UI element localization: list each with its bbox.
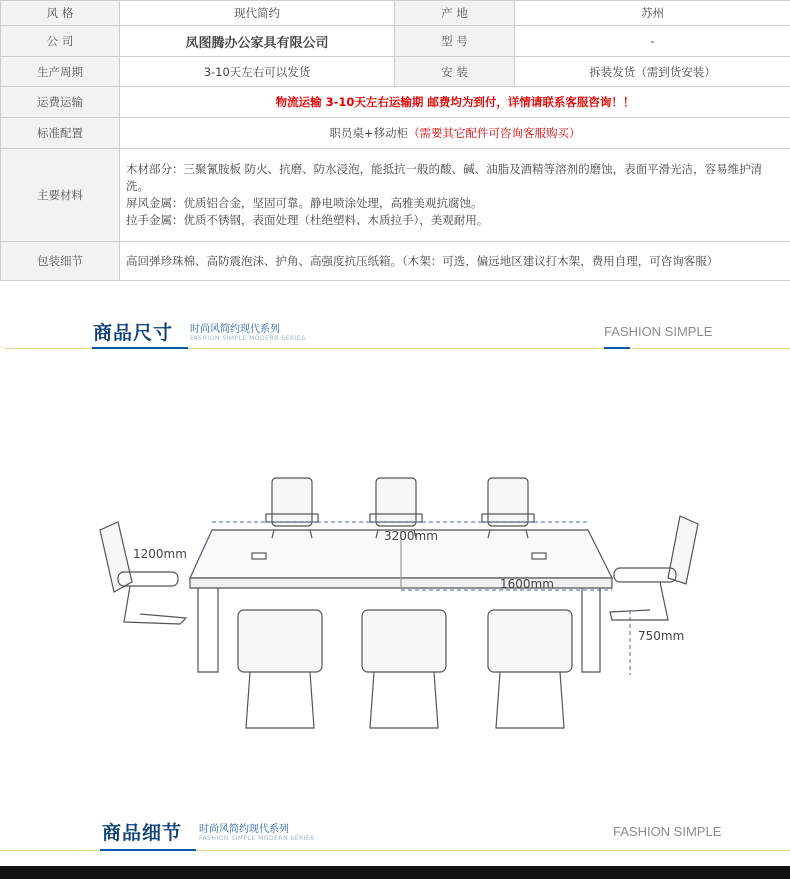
detail-photo	[0, 866, 790, 879]
section-subtitle-en: FASHION SIMPLE MODERN SERIES	[199, 835, 315, 842]
dim-depth-label: 1200mm	[133, 547, 187, 561]
spec-row	[1, 1, 790, 26]
section-subtitle: 时尚风简约现代系列	[199, 824, 289, 835]
material-line: 拉手金属：优质不锈钢，表面处理（杜绝塑料、木质拉手），美观耐用。	[126, 213, 489, 227]
spec-row-shipping	[1, 87, 790, 118]
spec-row-packing	[1, 242, 790, 281]
packing-value: 高回弹珍珠棉、高防震泡沫、护角、高强度抗压纸箱。（木架：可选，偏远地区建议打木架，费用自理，可咨询客服）	[120, 242, 790, 281]
spec-row	[1, 57, 790, 87]
spec-key: 风 格	[1, 1, 120, 26]
spec-row	[1, 26, 790, 57]
divider-accent	[92, 347, 188, 349]
spec-key: 主要材料	[1, 149, 120, 242]
spec-value: 拆装发货（需到货安装）	[515, 57, 790, 87]
dim-half-label: 1600mm	[500, 577, 554, 591]
section-subtitle-en: FASHION SIMPLE MODERN SERIES	[190, 335, 306, 342]
config-value: 职员桌+移动柜	[329, 126, 409, 140]
spec-row-materials	[1, 149, 790, 242]
chair	[610, 516, 698, 620]
section-right-label: FASHION SIMPLE	[604, 324, 713, 339]
spec-row-config	[1, 118, 790, 149]
spec-key: 包装细节	[1, 242, 120, 281]
config-note: （需要其它配件可咨询客服购买）	[408, 126, 581, 140]
company-name: 凤图腾办公家具有限公司	[120, 26, 395, 57]
spec-key: 运费运输	[1, 87, 120, 118]
material-line: 木材部分：三聚氰胺板 防火、抗磨、防水浸泡，能抵抗一般的酸、碱、油脂及酒精等溶剂的磨蚀，表面平滑光洁，容易维护清洗。	[126, 162, 763, 193]
section-subtitle: 时尚风简约现代系列	[190, 324, 280, 335]
spec-key: 安 装	[395, 57, 515, 87]
divider-accent	[100, 849, 196, 851]
section-right-label: FASHION SIMPLE	[613, 824, 722, 839]
material-line: 屏风金属：优质铝合金，坚固可靠。静电喷涂处理，高雅美观抗腐蚀。	[126, 196, 483, 210]
chair	[266, 478, 318, 538]
divider-accent	[604, 347, 630, 349]
chair	[482, 478, 534, 538]
chair	[100, 522, 186, 624]
spec-value: 3-10天左右可以发货	[120, 57, 395, 87]
dim-length-label: 3200mm	[384, 529, 438, 543]
chair	[238, 610, 322, 728]
spec-value: 现代简约	[120, 1, 395, 26]
section-title: 商品尺寸	[93, 322, 174, 344]
dim-height-label: 750mm	[638, 629, 685, 643]
size-section-header	[0, 310, 790, 355]
section-title: 商品细节	[102, 822, 183, 844]
chair	[488, 610, 572, 728]
spec-table	[0, 0, 790, 281]
spec-key: 生产周期	[1, 57, 120, 87]
spec-key: 型 号	[395, 26, 515, 57]
shipping-note: 物流运输 3-10天左右运输期 邮费均为到付，详情请联系客服咨询！！	[275, 95, 635, 109]
spec-key: 公 司	[1, 26, 120, 57]
table-dimension-diagram	[0, 460, 790, 760]
spec-key: 标准配置	[1, 118, 120, 149]
detail-section-header	[0, 810, 790, 855]
spec-value: 苏州	[515, 1, 790, 26]
spec-key: 产 地	[395, 1, 515, 26]
chair	[362, 610, 446, 728]
spec-value: -	[515, 26, 790, 57]
